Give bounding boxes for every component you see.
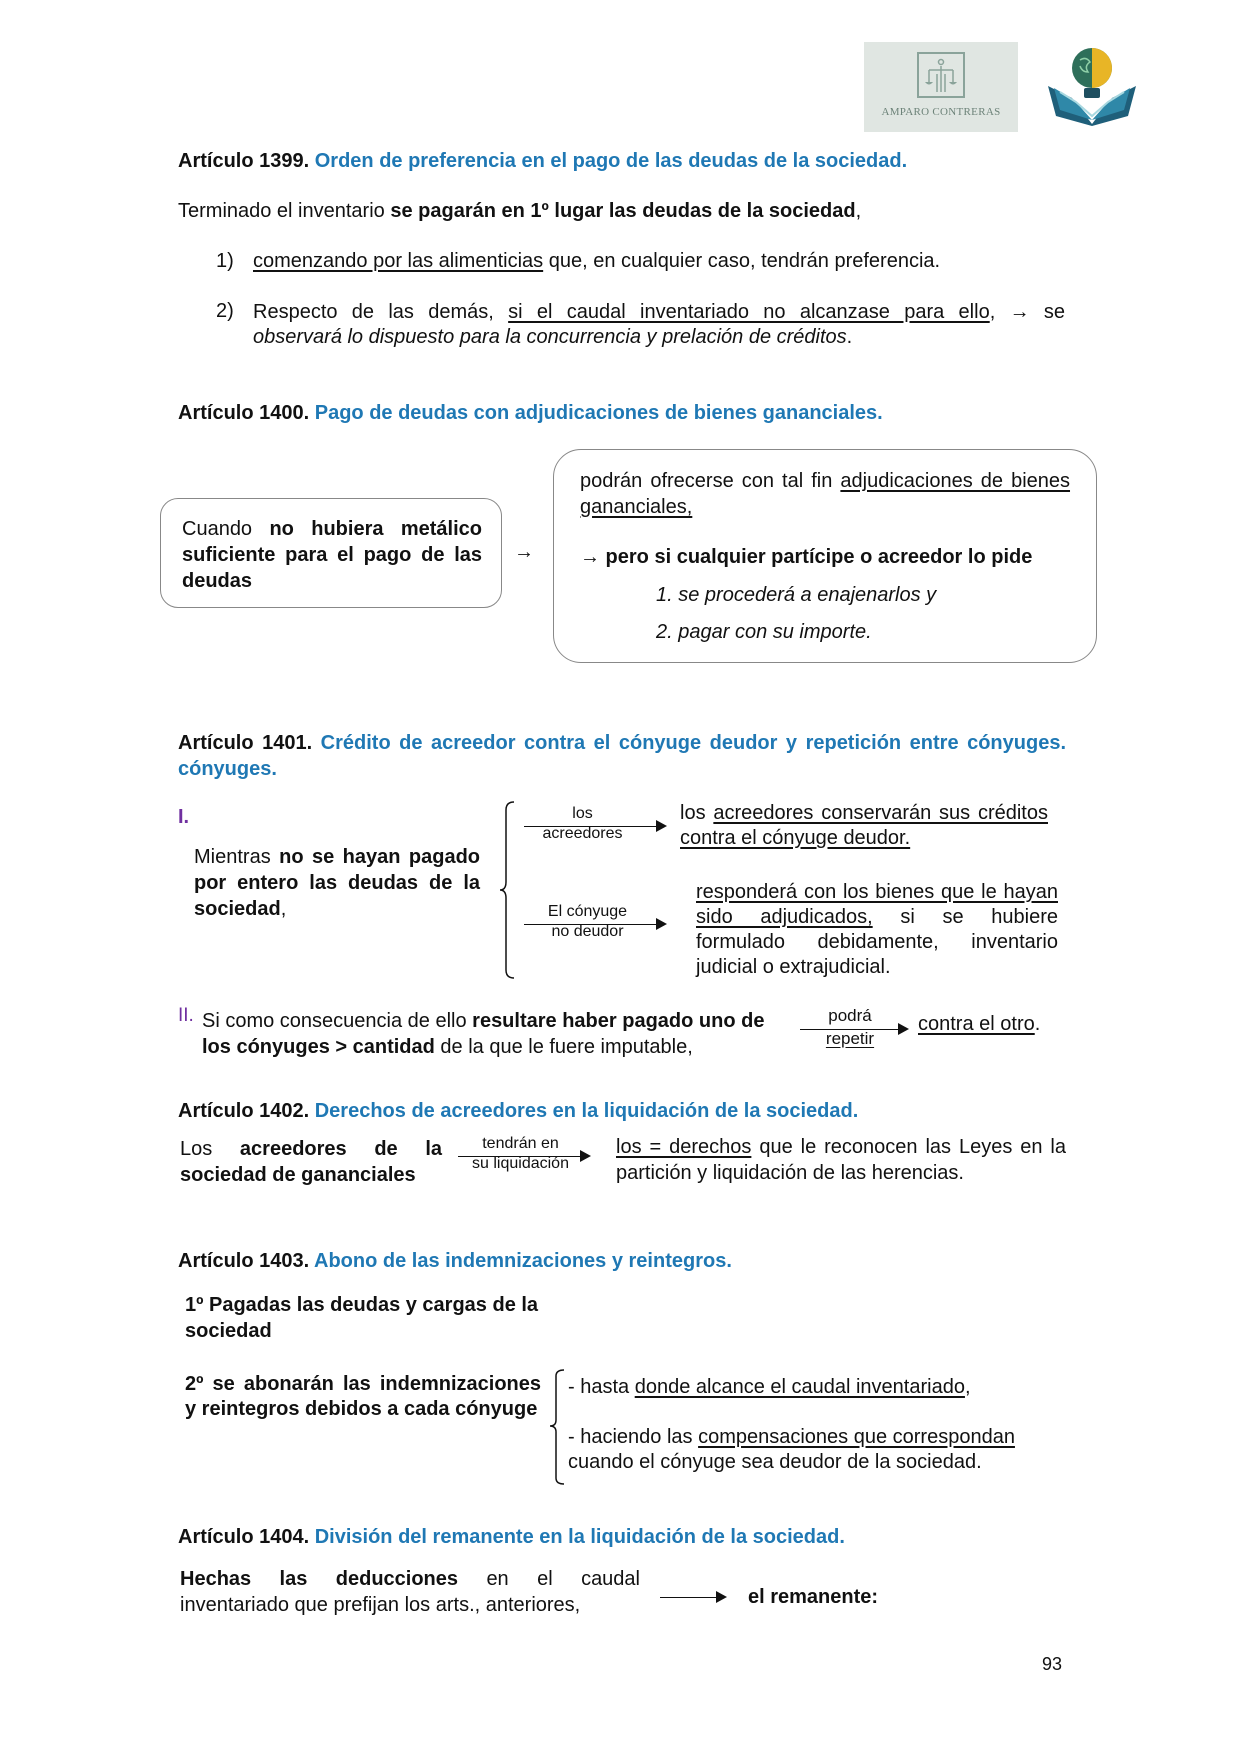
arrow-line bbox=[800, 1029, 900, 1030]
repeat-arrow-label bbox=[800, 1004, 900, 1050]
step-2: 2. pagar con su importe. bbox=[656, 621, 872, 643]
article-1399-heading bbox=[178, 150, 907, 173]
arrow-head-icon bbox=[656, 820, 667, 832]
end-text: , bbox=[964, 1376, 971, 1398]
article-label: Artículo 1400. bbox=[178, 402, 310, 424]
label-bottom: acreedores bbox=[542, 825, 623, 842]
label-top: los bbox=[572, 805, 593, 822]
option-1 bbox=[568, 1376, 971, 1399]
article-label: Artículo 1402. bbox=[178, 1100, 310, 1122]
page-number: 93 bbox=[1042, 1654, 1063, 1674]
article-title: Pago de deudas con adjudicaciones de bienes gananciales. bbox=[314, 402, 883, 424]
label-bottom: su liquidación bbox=[472, 1155, 569, 1172]
branch-1-text bbox=[680, 801, 1048, 851]
arrow-icon: → bbox=[514, 541, 534, 563]
label-bottom: repetir bbox=[825, 1029, 875, 1048]
brace-icon bbox=[498, 800, 518, 980]
list-number: 1) bbox=[216, 250, 234, 272]
underlined-text: adjudicaciones de bienes gananciales, bbox=[580, 470, 1071, 518]
article-title: Orden de preferencia en el pago de las deudas de la sociedad. bbox=[314, 150, 908, 172]
list-item-1 bbox=[216, 250, 234, 273]
list-item-2-text bbox=[253, 300, 1065, 350]
article-label: Artículo 1403. bbox=[178, 1250, 310, 1272]
plain-text: - haciendo las bbox=[568, 1426, 699, 1448]
item-text: Respecto de las demás, bbox=[253, 301, 509, 323]
article-1399-intro bbox=[178, 200, 861, 223]
plain-text: Mientras bbox=[194, 846, 280, 868]
list-item-1-text bbox=[253, 250, 940, 273]
intro-text: Terminado el inventario bbox=[178, 200, 391, 222]
bold-text: acreedores de la sociedad de gananciales bbox=[180, 1138, 443, 1186]
label-bottom: no deudor bbox=[551, 923, 624, 940]
logo-text: AMPARO CONTRERAS bbox=[881, 106, 1001, 118]
consequence-text bbox=[580, 468, 1070, 520]
plain-text: de la que le fuere imputable, bbox=[434, 1036, 693, 1058]
roman-numeral-2: II. bbox=[178, 1005, 194, 1026]
list-item-2 bbox=[216, 300, 234, 323]
article-title-cont: cónyuges. bbox=[178, 758, 277, 780]
arrow-line bbox=[524, 924, 658, 925]
deductions-text bbox=[180, 1566, 640, 1618]
article-title: División del remanente en la liquidación de la sociedad. bbox=[314, 1526, 845, 1548]
underlined-text: si el caudal inventariado no alcanzase para ello bbox=[508, 301, 990, 323]
underlined-text: donde alcance el caudal inventariado bbox=[634, 1376, 965, 1398]
item-text: que, en cualquier caso, tendrán preferencia. bbox=[543, 250, 941, 272]
repetition-text bbox=[202, 1008, 782, 1060]
intro-bold: se pagarán en 1º lugar las deudas de la sociedad bbox=[390, 200, 856, 222]
end-text: . bbox=[1034, 1013, 1041, 1035]
scales-of-justice-icon bbox=[917, 52, 965, 98]
article-1402-heading bbox=[178, 1100, 858, 1123]
underlined-text: acreedores conservarán sus créditos contra el cónyuge deudor. bbox=[680, 802, 1048, 849]
article-label: Artículo 1399. bbox=[178, 150, 310, 172]
article-title: Abono de las indemnizaciones y reintegros. bbox=[314, 1250, 732, 1272]
plain-text: que le reconocen las Leyes en la partición y liquidación de las herencias. bbox=[616, 1136, 1066, 1184]
item-end: . bbox=[846, 326, 853, 348]
italic-text: observará lo dispuesto para la concurrencia y prelación de créditos bbox=[253, 326, 847, 348]
first-step: 1º Pagadas las deudas y cargas de la sociedad bbox=[185, 1294, 539, 1342]
article-title: Derechos de acreedores en la liquidación de la sociedad. bbox=[314, 1100, 859, 1122]
bold-text: resultare haber pagado uno de los cónyuges > cantidad bbox=[202, 1010, 765, 1058]
list-number: 2) bbox=[216, 300, 234, 322]
arrow-head-icon bbox=[580, 1150, 591, 1162]
plain-text: Los bbox=[180, 1138, 240, 1160]
article-1400-heading bbox=[178, 402, 883, 425]
option-2 bbox=[568, 1425, 1068, 1475]
article-1401-heading bbox=[178, 730, 1066, 782]
end-text: , bbox=[280, 898, 287, 920]
arrow-line bbox=[660, 1597, 720, 1598]
second-step: 2º se abonarán las indemnizaciones y reintegros debidos a cada cónyuge bbox=[185, 1373, 541, 1420]
roman-numeral-1: I. bbox=[178, 806, 190, 828]
remainder-label: el remanente: bbox=[748, 1586, 879, 1608]
plain-text: - hasta bbox=[568, 1376, 635, 1398]
underlined-text: comenzando por las alimenticias bbox=[253, 250, 544, 272]
bold-text: no hubiera metálico suficiente para el pago de las deudas bbox=[182, 518, 482, 592]
branch-2-label bbox=[525, 902, 650, 942]
underlined-text: responderá con los bienes que le hayan sido adjudicados, bbox=[696, 881, 1058, 928]
brace-icon bbox=[548, 1368, 568, 1486]
plain-text: si se hubiere formulado debidamente, inventario judicial o extrajudicial. bbox=[696, 906, 1058, 978]
plain-text: cuando el cónyuge sea deudor de la sociedad. bbox=[568, 1451, 982, 1473]
underlined-text: los = derechos bbox=[616, 1136, 752, 1158]
arrow-head-icon bbox=[656, 918, 667, 930]
article-label: Artículo 1401. bbox=[178, 732, 313, 754]
branch-1-label bbox=[525, 804, 640, 844]
lightbulb-brain-book-icon bbox=[1044, 46, 1140, 128]
item-text: , → se bbox=[989, 301, 1066, 323]
creditors-text bbox=[180, 1136, 442, 1188]
plain-text: los bbox=[680, 802, 714, 824]
plain-text: Si como consecuencia de ello bbox=[202, 1010, 473, 1032]
arrow-line bbox=[524, 826, 658, 827]
arrow-head-icon bbox=[716, 1591, 727, 1603]
rights-text bbox=[616, 1134, 1066, 1186]
underlined-text: compensaciones que correspondan bbox=[698, 1426, 1015, 1448]
article-1403-heading bbox=[178, 1250, 732, 1273]
label-top: El cónyuge bbox=[547, 903, 628, 920]
article-label: Artículo 1404. bbox=[178, 1526, 310, 1548]
while-text bbox=[194, 844, 480, 922]
arrow-line bbox=[458, 1156, 582, 1157]
underlined-text: contra el otro bbox=[918, 1013, 1035, 1035]
branch-2-text bbox=[696, 880, 1058, 980]
condition-text bbox=[182, 516, 482, 594]
arrow-head-icon bbox=[898, 1023, 909, 1035]
plain-text: podrán ofrecerse con tal fin bbox=[580, 470, 841, 492]
bold-text: no se hayan pagado por entero las deudas de la sociedad bbox=[194, 846, 481, 920]
repeat-target bbox=[918, 1013, 1040, 1036]
article-1404-heading bbox=[178, 1526, 845, 1549]
article-title: Crédito de acreedor contra el cónyuge deudor y repetición entre cónyuges. bbox=[320, 732, 1066, 754]
plain-text: Cuando bbox=[182, 518, 270, 540]
step-1: 1. se procederá a enajenarlos y bbox=[656, 584, 937, 606]
amparo-contreras-logo bbox=[864, 42, 1018, 132]
label-top: tendrán en bbox=[482, 1135, 559, 1152]
plain-text: en el caudal inventariado que prefijan los arts., anteriores, bbox=[180, 1568, 640, 1616]
liquidation-arrow-label bbox=[458, 1134, 583, 1174]
intro-end: , bbox=[855, 200, 862, 222]
bold-text: Hechas las deducciones bbox=[180, 1568, 459, 1590]
label-top: podrá bbox=[828, 1006, 872, 1025]
condition-bold: → pero si cualquier partícipe o acreedor lo pide bbox=[580, 546, 1033, 568]
